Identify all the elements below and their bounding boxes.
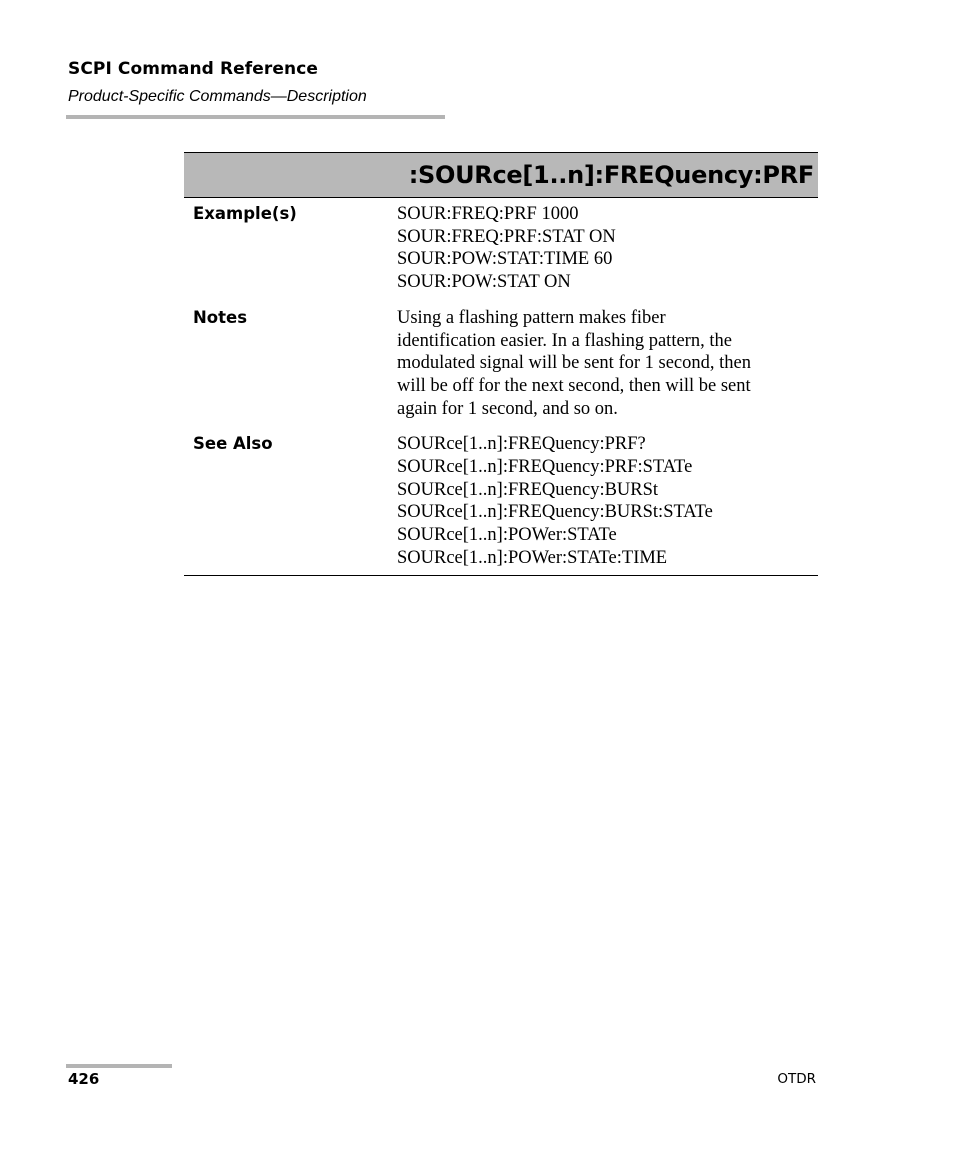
example-line: SOUR:FREQ:PRF 1000 — [397, 204, 579, 224]
notes-label: Notes — [193, 307, 248, 327]
command-title-bar — [184, 152, 818, 198]
notes-line: again for 1 second, and so on. — [397, 398, 618, 419]
header-divider — [66, 115, 445, 119]
examples-row — [184, 198, 818, 294]
command-reference-table — [184, 152, 818, 576]
running-header-subtitle: Product-Specific Commands—Description — [68, 88, 367, 105]
notes-line: identification easier. In a flashing pattern, the — [397, 330, 732, 351]
example-line: SOUR:FREQ:PRF:STAT ON — [397, 226, 616, 247]
command-name: :SOURce[1..n]:FREQuency:PRF — [408, 161, 814, 189]
notes-line: modulated signal will be sent for 1 second, then — [397, 353, 751, 374]
footer-divider — [66, 1064, 172, 1068]
see-also-command: SOURce[1..n]:POWer:STATe — [397, 525, 617, 546]
see-also-body — [397, 433, 818, 569]
see-also-command: SOURce[1..n]:FREQuency:PRF:STATe — [397, 457, 693, 478]
notes-body — [397, 307, 818, 421]
see-also-command: SOURce[1..n]:FREQuency:PRF? — [397, 434, 646, 455]
see-also-row — [184, 420, 818, 574]
page-number: 426 — [68, 1070, 100, 1088]
notes-line: Using a flashing pattern makes fiber — [397, 307, 666, 328]
examples-body — [397, 203, 818, 294]
examples-label: Example(s) — [193, 204, 297, 223]
see-also-command: SOURce[1..n]:FREQuency:BURSt — [397, 479, 659, 500]
notes-line: will be off for the next second, then will be sent — [397, 375, 751, 396]
footer-product-name: OTDR — [777, 1071, 816, 1087]
notes-row — [184, 294, 818, 421]
see-also-command: SOURce[1..n]:FREQuency:BURSt:STATe — [397, 502, 713, 523]
example-line: SOUR:POW:STAT:TIME 60 — [397, 249, 613, 270]
example-line: SOUR:POW:STAT ON — [397, 272, 571, 293]
table-bottom-rule — [184, 575, 818, 576]
running-header-title: SCPI Command Reference — [68, 59, 319, 79]
see-also-label: See Also — [193, 434, 273, 454]
see-also-command: SOURce[1..n]:POWer:STATe:TIME — [397, 547, 668, 568]
